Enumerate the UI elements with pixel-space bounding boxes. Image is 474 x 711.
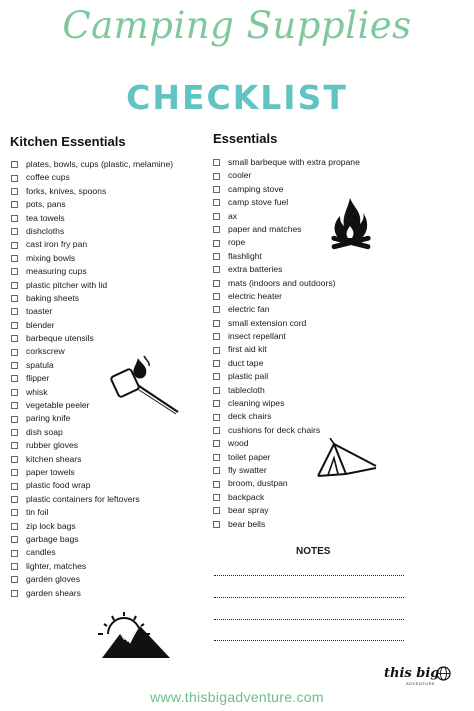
checkbox[interactable]: [11, 255, 18, 262]
essentials-item-label: insect repellant: [228, 331, 286, 342]
essentials-item: [213, 397, 360, 410]
kitchen-item-label: whisk: [26, 386, 48, 397]
kitchen-item-label: candles: [26, 547, 56, 558]
checkbox[interactable]: [213, 159, 220, 166]
essentials-item-label: cushions for deck chairs: [228, 424, 321, 435]
kitchen-item: [11, 587, 173, 600]
kitchen-item: [11, 292, 173, 305]
essentials-item: [213, 290, 360, 303]
checkbox[interactable]: [11, 429, 18, 436]
checkbox[interactable]: [213, 440, 220, 447]
kitchen-item: [11, 238, 173, 251]
checkbox[interactable]: [213, 320, 220, 327]
kitchen-item-label: barbeque utensils: [26, 333, 94, 344]
essentials-item-label: camping stove: [228, 183, 284, 194]
checkbox[interactable]: [213, 266, 220, 273]
essentials-item-label: wood: [228, 438, 249, 449]
kitchen-heading: Kitchen Essentials: [10, 134, 126, 149]
kitchen-item: [11, 493, 173, 506]
kitchen-item-label: plastic containers for leftovers: [26, 493, 140, 504]
checkbox[interactable]: [213, 199, 220, 206]
kitchen-item-label: measuring cups: [26, 266, 87, 277]
footer-url[interactable]: www.thisbigadventure.com: [150, 689, 324, 705]
checkbox[interactable]: [11, 349, 18, 356]
essentials-item: [213, 491, 360, 504]
kitchen-item-label: forks, knives, spoons: [26, 185, 107, 196]
kitchen-item: [11, 225, 173, 238]
kitchen-item-label: paper towels: [26, 466, 75, 477]
essentials-item: [213, 277, 360, 290]
essentials-item: [213, 156, 360, 169]
kitchen-item-label: plastic pitcher with lid: [26, 279, 108, 290]
kitchen-item-label: garden shears: [26, 587, 81, 598]
notes-heading: NOTES: [296, 546, 331, 557]
kitchen-item: [11, 546, 173, 559]
kitchen-item: [11, 560, 173, 573]
kitchen-item: [11, 158, 173, 171]
kitchen-item-label: plates, bowls, cups (plastic, melamine): [26, 159, 174, 169]
kitchen-item: [11, 573, 173, 586]
essentials-item-label: mats (indoors and outdoors): [228, 277, 336, 288]
essentials-item-label: cleaning wipes: [228, 398, 285, 409]
checkbox[interactable]: [213, 347, 220, 354]
checkbox[interactable]: [213, 280, 220, 287]
tent-icon: [316, 438, 378, 480]
kitchen-item-label: garden gloves: [26, 574, 80, 585]
essentials-item-label: bear spray: [228, 505, 269, 516]
note-line[interactable]: [214, 575, 404, 576]
checkbox[interactable]: [11, 509, 18, 516]
marshmallow-icon: [108, 354, 182, 416]
essentials-item-label: fly swatter: [228, 464, 267, 475]
checkbox[interactable]: [213, 507, 220, 514]
kitchen-item: [11, 506, 173, 519]
essentials-item-label: toilet paper: [228, 451, 271, 462]
kitchen-item-label: dish soap: [26, 426, 63, 437]
kitchen-item: [11, 198, 173, 211]
essentials-item-label: paper and matches: [228, 223, 302, 234]
checkbox[interactable]: [213, 373, 220, 380]
kitchen-item-label: paring knife: [26, 413, 71, 424]
checkbox[interactable]: [11, 295, 18, 302]
kitchen-item: [11, 265, 173, 278]
note-line[interactable]: [214, 640, 404, 641]
checkbox[interactable]: [11, 201, 18, 208]
logo-text: this big: [384, 666, 440, 681]
checkbox[interactable]: [11, 416, 18, 423]
essentials-item: [213, 183, 360, 196]
checkbox[interactable]: [11, 590, 18, 597]
kitchen-item-label: lighter, matches: [26, 560, 87, 571]
kitchen-item: [11, 171, 173, 184]
checkbox[interactable]: [11, 576, 18, 583]
checkbox[interactable]: [213, 454, 220, 461]
checkbox[interactable]: [11, 228, 18, 235]
checkbox[interactable]: [213, 213, 220, 220]
checkbox[interactable]: [213, 306, 220, 313]
kitchen-item-label: baking sheets: [26, 292, 80, 303]
kitchen-item: [11, 185, 173, 198]
campfire-icon: [328, 196, 374, 254]
kitchen-item-label: toaster: [26, 306, 53, 317]
essentials-item: [213, 263, 360, 276]
checkbox[interactable]: [213, 173, 220, 180]
checkbox[interactable]: [11, 322, 18, 329]
essentials-item: [213, 504, 360, 517]
checkbox[interactable]: [213, 253, 220, 260]
essentials-item: [213, 384, 360, 397]
essentials-item-label: broom, dustpan: [228, 478, 288, 489]
checkbox[interactable]: [11, 175, 18, 182]
mountain-sun-icon: [94, 610, 174, 660]
kitchen-item-label: corkscrew: [26, 346, 65, 357]
essentials-item: [213, 357, 360, 370]
globe-icon: [436, 666, 451, 681]
checkbox[interactable]: [213, 414, 220, 421]
kitchen-item-label: rubber gloves: [26, 440, 79, 451]
essentials-item: [213, 518, 360, 531]
checkbox[interactable]: [11, 282, 18, 289]
kitchen-item-label: spatula: [26, 359, 54, 370]
kitchen-item-label: pots, pans: [26, 199, 66, 210]
essentials-item-label: plastic pail: [228, 371, 269, 382]
essentials-item-label: backpack: [228, 491, 265, 502]
checkbox[interactable]: [11, 483, 18, 490]
essentials-item-label: camp stove fuel: [228, 197, 289, 208]
kitchen-item-label: flipper: [26, 373, 50, 384]
checkbox[interactable]: [11, 496, 18, 503]
checkbox[interactable]: [11, 188, 18, 195]
page-title: Camping Supplies: [62, 4, 412, 47]
kitchen-item-label: kitchen shears: [26, 453, 82, 464]
essentials-item: [213, 303, 360, 316]
kitchen-item: [11, 252, 173, 265]
checkbox[interactable]: [11, 550, 18, 557]
checkbox[interactable]: [213, 240, 220, 247]
checkbox[interactable]: [11, 375, 18, 382]
checkbox[interactable]: [11, 161, 18, 168]
essentials-item-label: extra batteries: [228, 264, 283, 275]
kitchen-item: [11, 212, 173, 225]
kitchen-item-label: cast iron fry pan: [26, 239, 88, 250]
essentials-item-label: flashlight: [228, 250, 262, 261]
checkbox[interactable]: [11, 563, 18, 570]
essentials-item-label: electric fan: [228, 304, 270, 315]
kitchen-item-label: blender: [26, 319, 55, 330]
essentials-item: [213, 370, 360, 383]
kitchen-item-label: vegetable peeler: [26, 400, 90, 411]
kitchen-item-label: dishcloths: [26, 225, 65, 236]
essentials-item-label: rope: [228, 237, 246, 248]
checkbox[interactable]: [213, 186, 220, 193]
essentials-item: [213, 343, 360, 356]
checkbox[interactable]: [11, 362, 18, 369]
kitchen-item: [11, 479, 173, 492]
essentials-item: [213, 169, 360, 182]
checkbox[interactable]: [11, 469, 18, 476]
essentials-item-label: ax: [228, 210, 238, 221]
checkbox[interactable]: [11, 308, 18, 315]
kitchen-item: [11, 453, 173, 466]
checkbox[interactable]: [11, 523, 18, 530]
essentials-item-label: bear bells: [228, 518, 266, 529]
checkbox[interactable]: [11, 456, 18, 463]
note-line[interactable]: [214, 597, 404, 598]
checkbox[interactable]: [213, 293, 220, 300]
essentials-item: [213, 410, 360, 423]
checkbox[interactable]: [213, 360, 220, 367]
essentials-item-label: small extension cord: [228, 317, 307, 328]
note-line[interactable]: [214, 619, 404, 620]
checkbox[interactable]: [213, 226, 220, 233]
kitchen-item-label: tea towels: [26, 212, 65, 223]
checkbox[interactable]: [11, 242, 18, 249]
essentials-item-label: electric heater: [228, 290, 282, 301]
kitchen-item: [11, 520, 173, 533]
logo-subtext: ADVENTURE: [406, 681, 436, 686]
checkbox[interactable]: [213, 521, 220, 528]
checkbox[interactable]: [11, 268, 18, 275]
checkbox[interactable]: [213, 333, 220, 340]
essentials-item-label: deck chairs: [228, 411, 272, 422]
essentials-item-label: tablecloth: [228, 384, 265, 395]
essentials-item: [213, 330, 360, 343]
checkbox[interactable]: [213, 387, 220, 394]
kitchen-item-label: garbage bags: [26, 533, 79, 544]
kitchen-item-label: tin foil: [26, 507, 49, 518]
kitchen-item: [11, 426, 173, 439]
checkbox[interactable]: [11, 215, 18, 222]
checkbox[interactable]: [11, 402, 18, 409]
page-subtitle: CHECKLIST: [126, 78, 348, 117]
checkbox[interactable]: [213, 494, 220, 501]
kitchen-item-label: zip lock bags: [26, 520, 76, 531]
essentials-item: [213, 317, 360, 330]
kitchen-item-label: plastic food wrap: [26, 480, 91, 491]
kitchen-item: [11, 533, 173, 546]
kitchen-item: [11, 279, 173, 292]
brand-logo: [384, 666, 454, 690]
kitchen-item: [11, 466, 173, 479]
checkbox[interactable]: [213, 467, 220, 474]
kitchen-item: [11, 319, 173, 332]
kitchen-item-label: coffee cups: [26, 172, 70, 183]
checkbox[interactable]: [11, 335, 18, 342]
checkbox[interactable]: [11, 536, 18, 543]
checkbox[interactable]: [11, 389, 18, 396]
checkbox[interactable]: [213, 400, 220, 407]
checkbox[interactable]: [213, 481, 220, 488]
essentials-item-label: cooler: [228, 170, 252, 181]
essentials-item-label: small barbeque with extra propane: [228, 157, 360, 167]
essentials-heading: Essentials: [213, 131, 278, 146]
kitchen-item: [11, 439, 173, 452]
kitchen-item: [11, 305, 173, 318]
kitchen-item-label: mixing bowls: [26, 252, 76, 263]
kitchen-item: [11, 332, 173, 345]
checkbox[interactable]: [213, 427, 220, 434]
essentials-item-label: duct tape: [228, 357, 264, 368]
checkbox[interactable]: [11, 442, 18, 449]
essentials-item: [213, 424, 360, 437]
essentials-item-label: first aid kit: [228, 344, 267, 355]
